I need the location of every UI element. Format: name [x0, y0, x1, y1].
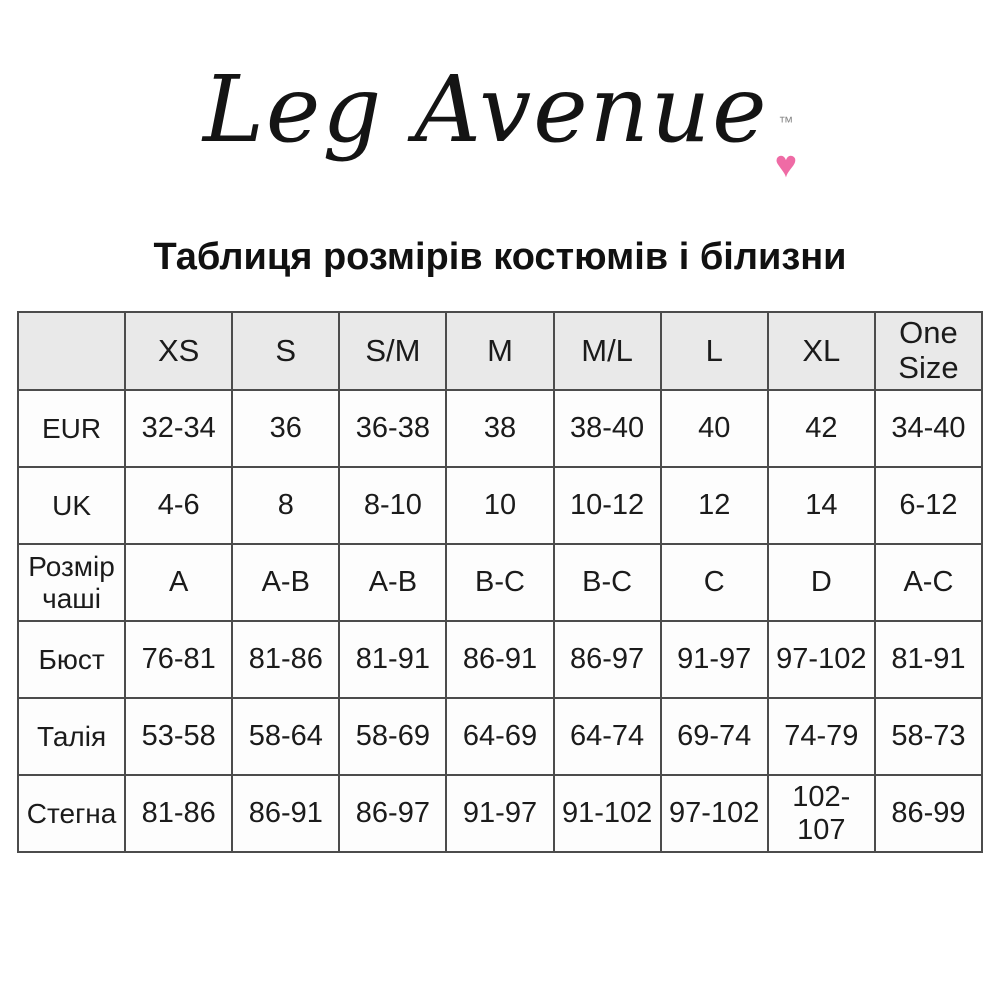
- table-row: [18, 544, 982, 621]
- size-cell: 38-40: [554, 390, 661, 467]
- size-cell: 97-102: [661, 775, 768, 852]
- size-cell: B-C: [554, 544, 661, 621]
- size-cell: D: [768, 544, 875, 621]
- heart-icon: ♥: [774, 144, 798, 186]
- column-header: XL: [768, 312, 875, 390]
- size-cell: 81-91: [875, 621, 982, 698]
- brand-logo-mark: [775, 115, 798, 184]
- size-cell: A: [125, 544, 232, 621]
- size-cell: 86-91: [232, 775, 339, 852]
- column-header: L: [661, 312, 768, 390]
- size-cell: 10: [446, 467, 553, 544]
- size-cell: 36-38: [339, 390, 446, 467]
- size-table-head: [18, 312, 982, 390]
- column-header: One Size: [875, 312, 982, 390]
- size-cell: 38: [446, 390, 553, 467]
- size-cell: 58-64: [232, 698, 339, 775]
- size-cell: 97-102: [768, 621, 875, 698]
- size-cell: 81-91: [339, 621, 446, 698]
- size-cell: 86-97: [554, 621, 661, 698]
- column-header: M: [446, 312, 553, 390]
- row-label: EUR: [18, 390, 125, 467]
- size-cell: 8: [232, 467, 339, 544]
- size-cell: 4-6: [125, 467, 232, 544]
- size-cell: 91-97: [446, 775, 553, 852]
- size-cell: 86-99: [875, 775, 982, 852]
- corner-cell: [18, 312, 125, 390]
- size-cell: 86-97: [339, 775, 446, 852]
- size-cell: 32-34: [125, 390, 232, 467]
- page-title: Таблиця розмірів костюмів і білизни: [153, 236, 847, 278]
- size-cell: 64-69: [446, 698, 553, 775]
- column-header: M/L: [554, 312, 661, 390]
- size-cell: 34-40: [875, 390, 982, 467]
- table-row: [18, 390, 982, 467]
- size-cell: 81-86: [125, 775, 232, 852]
- brand-logo-text: Leg Avenue: [202, 56, 769, 163]
- size-cell: A-B: [232, 544, 339, 621]
- size-cell: 58-73: [875, 698, 982, 775]
- size-cell: 64-74: [554, 698, 661, 775]
- size-cell: 74-79: [768, 698, 875, 775]
- table-row: [18, 698, 982, 775]
- size-cell: 53-58: [125, 698, 232, 775]
- size-cell: 6-12: [875, 467, 982, 544]
- trademark-symbol: ™: [778, 114, 794, 131]
- size-cell: C: [661, 544, 768, 621]
- size-cell: 42: [768, 390, 875, 467]
- size-cell: 102-107: [768, 775, 875, 852]
- size-cell: 81-86: [232, 621, 339, 698]
- size-cell: 40: [661, 390, 768, 467]
- size-cell: A-B: [339, 544, 446, 621]
- table-row: [18, 775, 982, 852]
- size-cell: 69-74: [661, 698, 768, 775]
- row-label: Розмір чаші: [18, 544, 125, 621]
- size-cell: 36: [232, 390, 339, 467]
- size-cell: 58-69: [339, 698, 446, 775]
- size-cell: 8-10: [339, 467, 446, 544]
- size-table: [17, 311, 983, 853]
- size-cell: 91-102: [554, 775, 661, 852]
- size-cell: B-C: [446, 544, 553, 621]
- row-label: Талія: [18, 698, 125, 775]
- row-label: Бюст: [18, 621, 125, 698]
- size-cell: 14: [768, 467, 875, 544]
- table-row: [18, 467, 982, 544]
- row-label: Стегна: [18, 775, 125, 852]
- table-row: [18, 621, 982, 698]
- size-cell: 91-97: [661, 621, 768, 698]
- column-header: XS: [125, 312, 232, 390]
- size-cell: 10-12: [554, 467, 661, 544]
- column-header: S/M: [339, 312, 446, 390]
- size-cell: 86-91: [446, 621, 553, 698]
- size-table-body: [18, 390, 982, 852]
- size-cell: 76-81: [125, 621, 232, 698]
- column-header: S: [232, 312, 339, 390]
- size-cell: 12: [661, 467, 768, 544]
- size-cell: A-C: [875, 544, 982, 621]
- brand-logo: [0, 0, 1000, 198]
- row-label: UK: [18, 467, 125, 544]
- size-table-header-row: [18, 312, 982, 390]
